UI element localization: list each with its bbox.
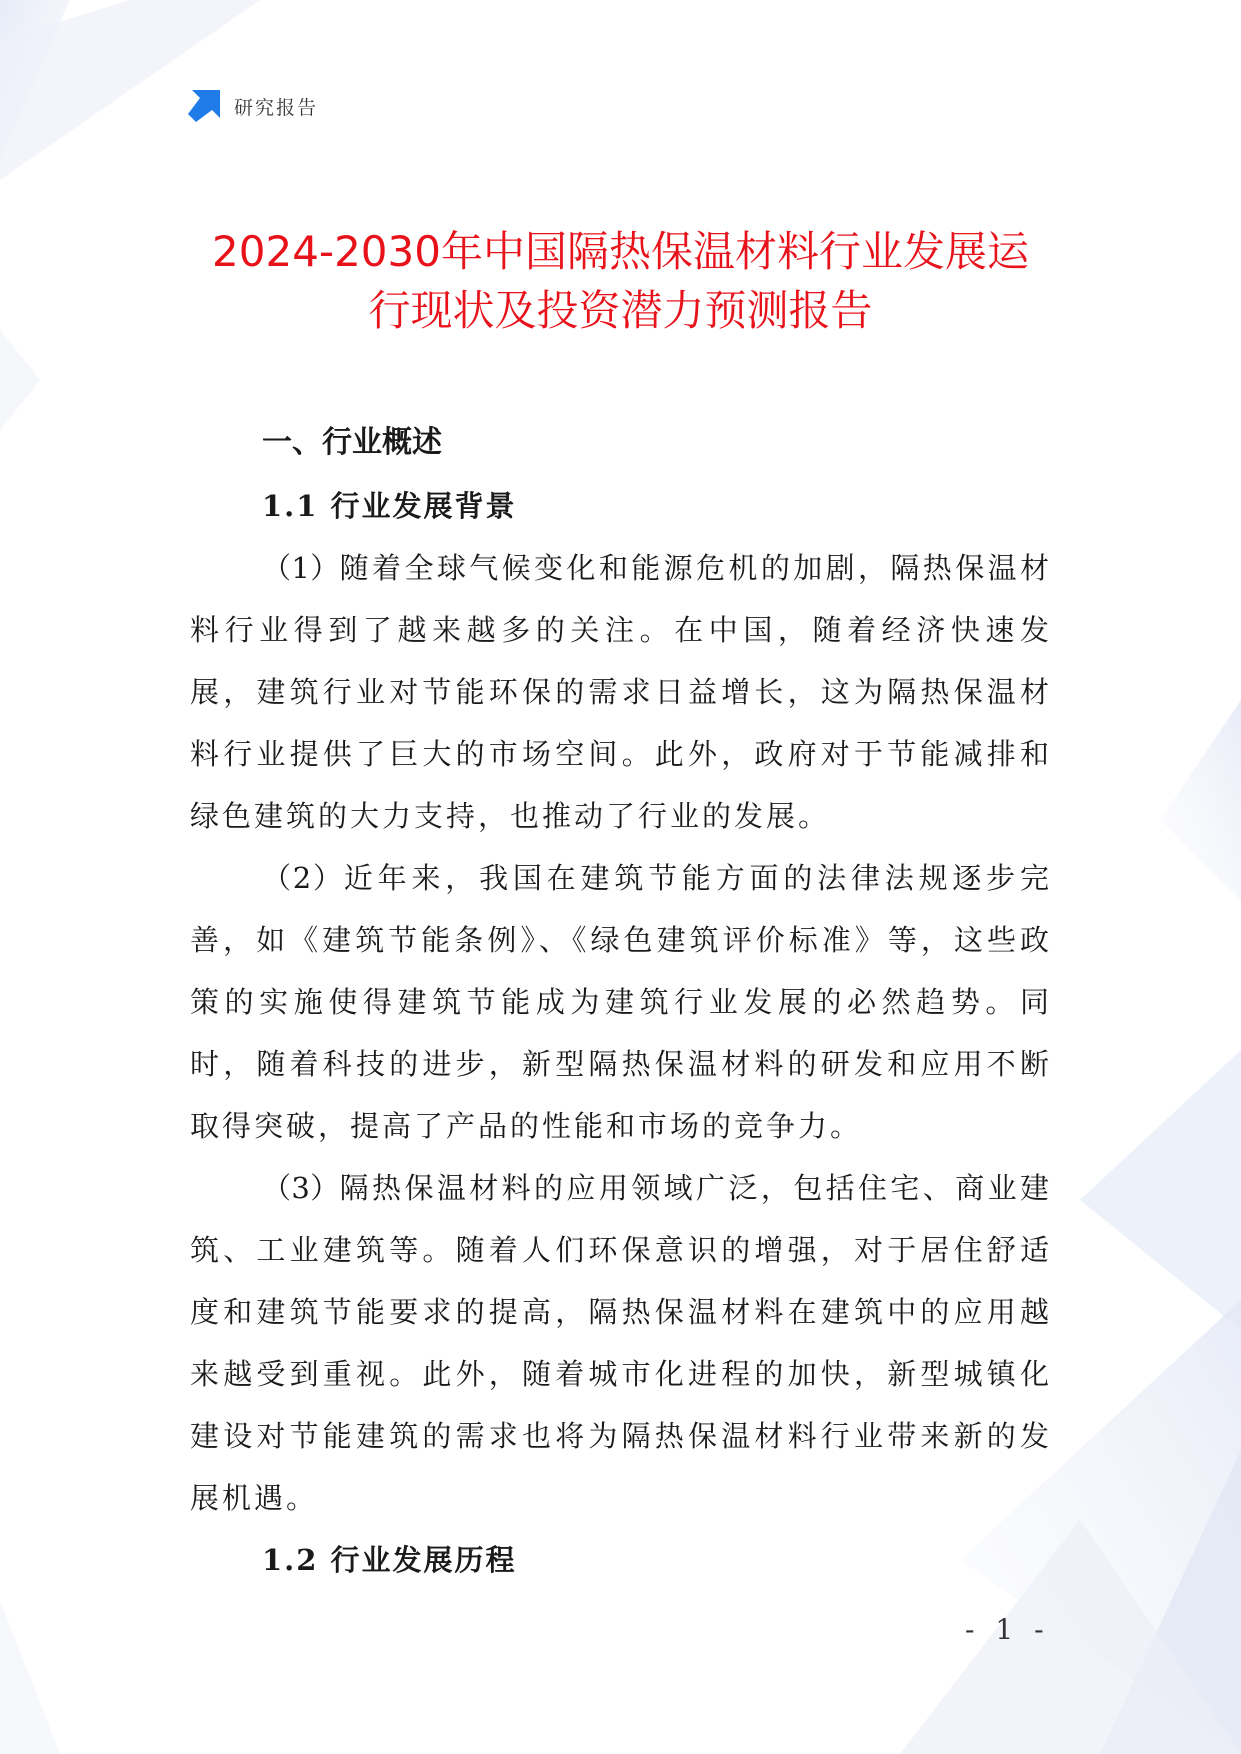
paragraph-number: （3）	[262, 1171, 340, 1205]
paragraph-number: （1）	[262, 551, 340, 585]
document-body	[190, 415, 1052, 1591]
paragraph-text: 隔热保温材料的应用领域广泛，包括住宅、商业建筑、工业建筑等。随着人们环保意识的增强，对于居住舒适度和建筑节能要求的提高，隔热保温材料在建筑中的应用越来越受到重视。此外，随着城市化进程的加快，新型城镇化建设对节能建筑的需求也将为隔热保温材料行业带来新的发展机遇。	[190, 1171, 1052, 1515]
document-title	[150, 222, 1091, 340]
section-heading: 一、行业概述	[262, 425, 442, 460]
paragraph	[190, 537, 1052, 847]
report-header	[186, 88, 318, 124]
subsection-heading: 1.1 行业发展背景	[262, 489, 517, 523]
arrow-up-right-icon	[186, 88, 222, 124]
page-number: - 1 -	[965, 1613, 1050, 1646]
paragraph	[190, 847, 1052, 1157]
subsection-heading: 1.2 行业发展历程	[262, 1543, 517, 1577]
paragraph	[190, 1157, 1052, 1529]
paragraph-text: 近年来，我国在建筑节能方面的法律法规逐步完善，如《建筑节能条例》、《绿色建筑评价标准》等，这些政策的实施使得建筑节能成为建筑行业发展的必然趋势。同时，随着科技的进步，新型隔热保温材料的研发和应用不断取得突破，提高了产品的性能和市场的竞争力。	[190, 861, 1052, 1143]
paragraph-number: （2）	[262, 861, 344, 895]
title-line-1: 2024-2030年中国隔热保温材料行业发展运	[212, 227, 1029, 276]
paragraph-text: 随着全球气候变化和能源危机的加剧，隔热保温材料行业得到了越来越多的关注。在中国，随着经济快速发展，建筑行业对节能环保的需求日益增长，这为隔热保温材料行业提供了巨大的市场空间。此外，政府对于节能减排和绿色建筑的大力支持，也推动了行业的发展。	[190, 551, 1052, 833]
header-label: 研究报告	[234, 96, 319, 119]
title-line-2: 行现状及投资潜力预测报告	[368, 286, 873, 335]
